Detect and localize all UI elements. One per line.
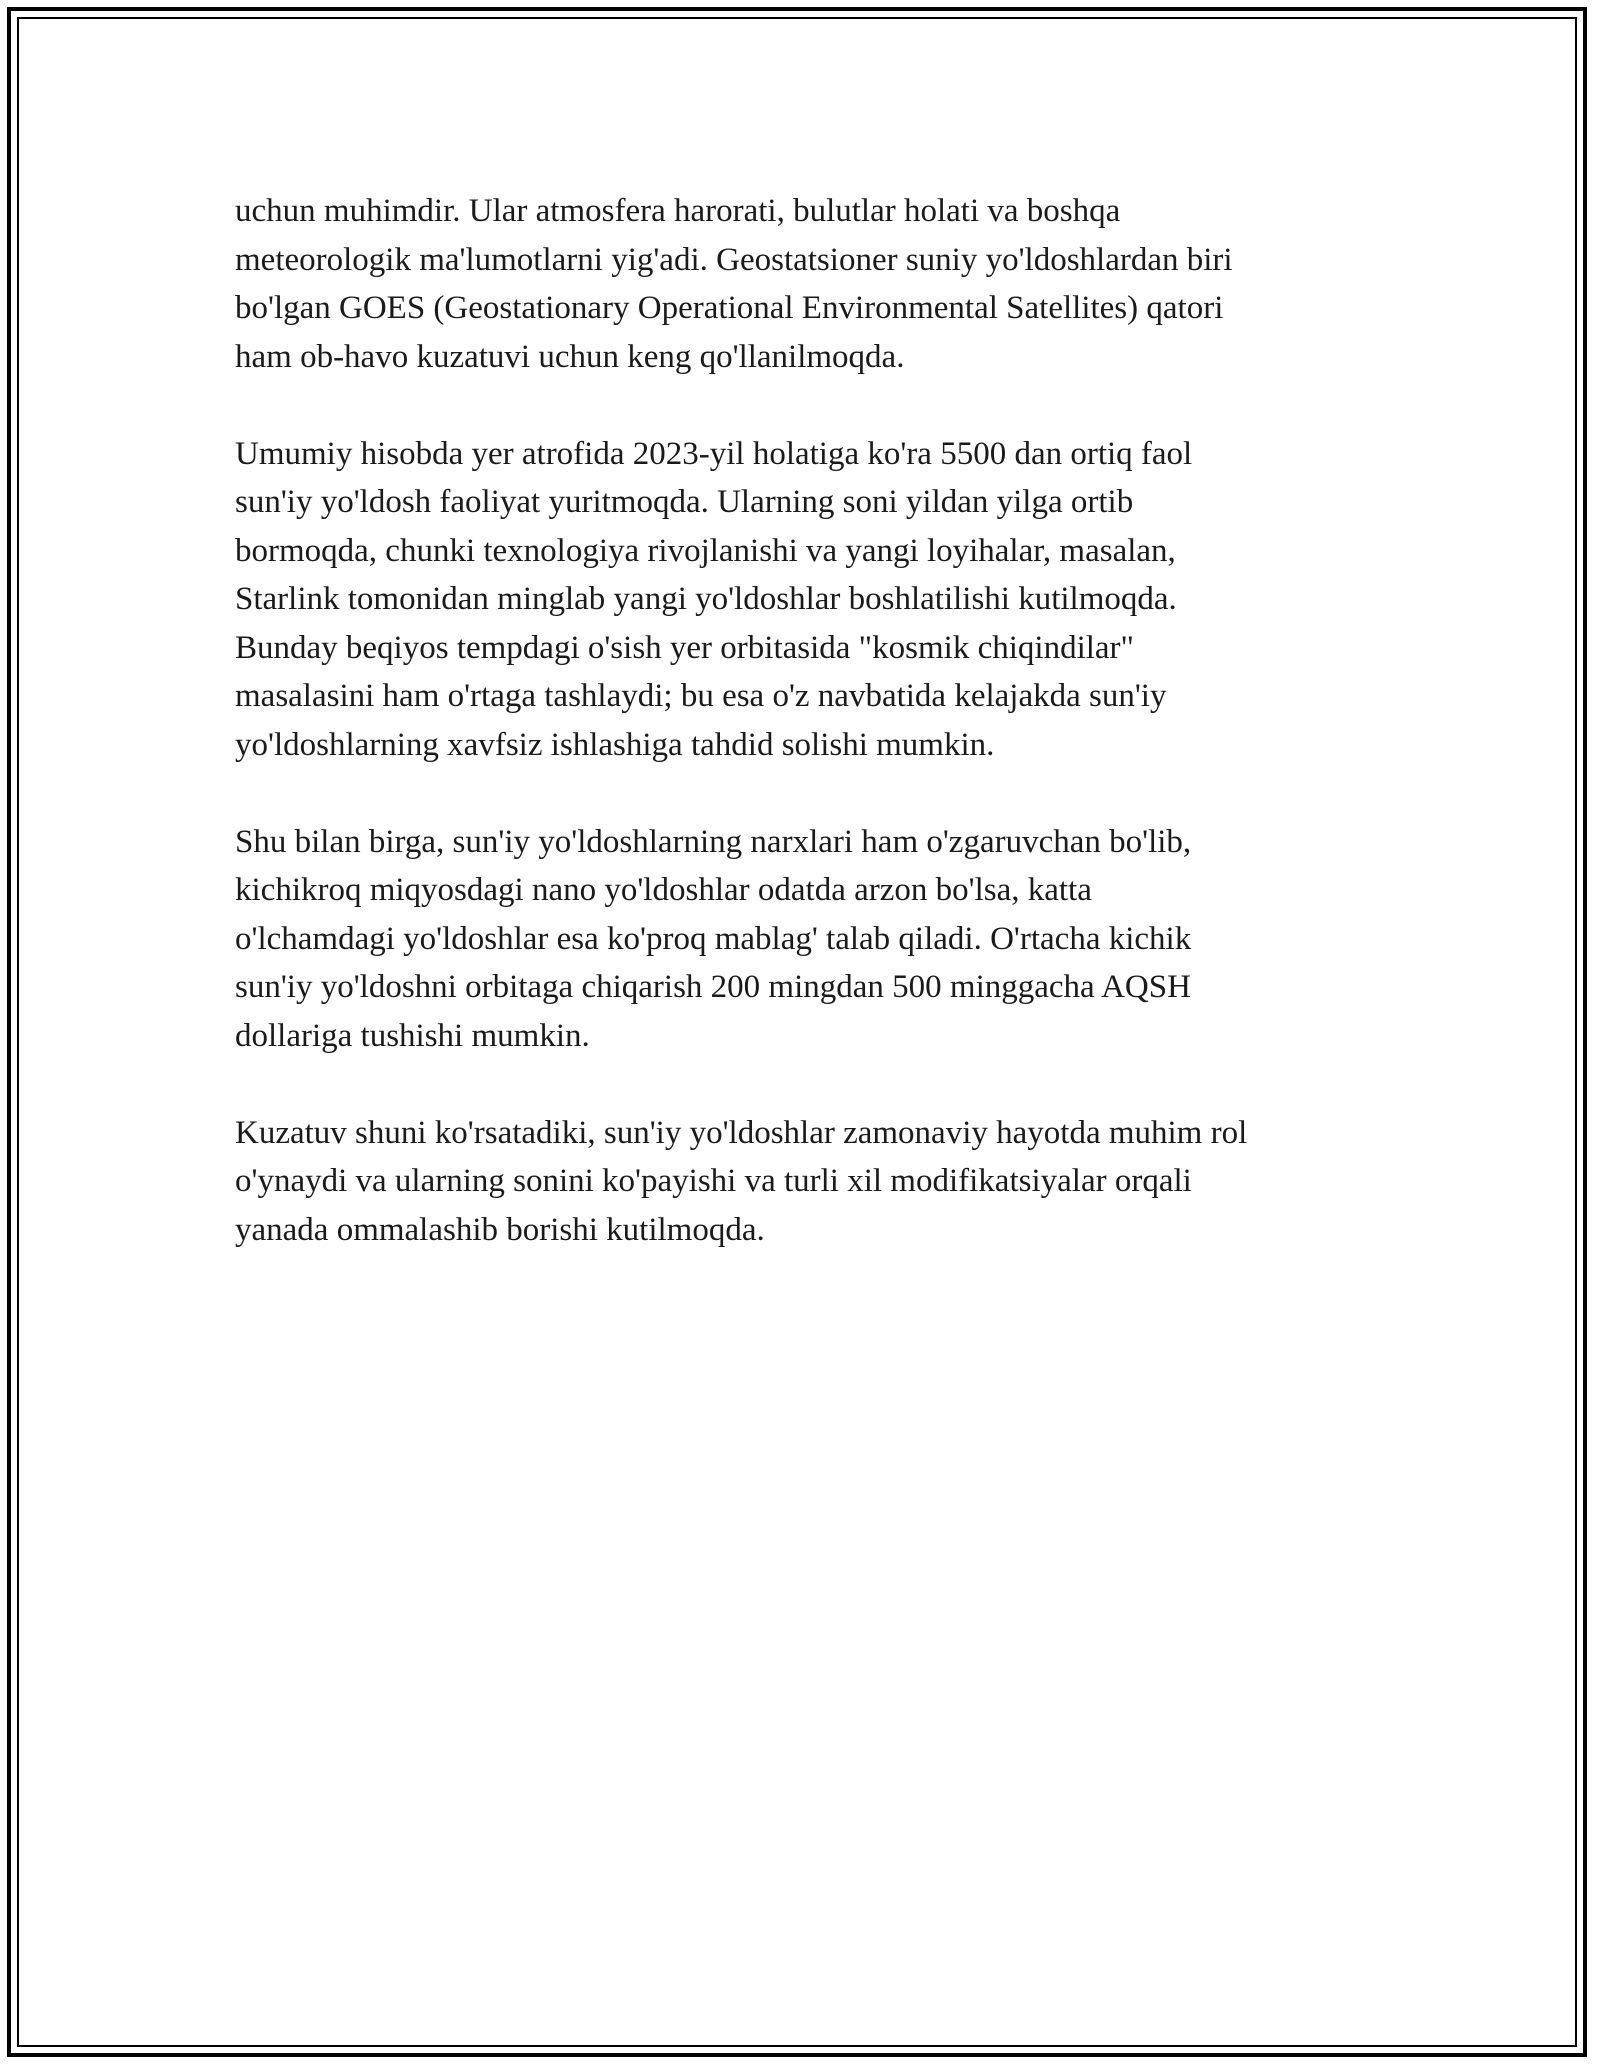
text-line: bo'lgan GOES (Geostationary Operational Environmental Satellites) qatori [235, 290, 1224, 326]
text-line: meteorologik ma'lumotlarni yig'adi. Geostatsioner suniy yo'ldoshlardan biri [235, 241, 1233, 278]
text-line: dollariga tushishi mumkin. [235, 1017, 590, 1054]
text-line: bormoqda, chunki texnologiya rivojlanishi va yangi loyihalar, masalan, [235, 532, 1176, 569]
paragraph-3 [235, 818, 1385, 1061]
text-line: masalasini ham o'rtaga tashlaydi; bu esa o'z navbatida kelajakda sun'iy [235, 678, 1167, 714]
text-line: Starlink tomonidan minglab yangi yo'ldoshlar boshlatilishi kutilmoqda. [235, 581, 1177, 617]
text-line: ham ob-havo kuzatuvi uchun keng qo'llanilmoqda. [235, 338, 905, 375]
text-line: Bunday beqiyos tempdagi o'sish yer orbitasida "kosmik chiqindilar" [235, 629, 1135, 666]
text-line: Kuzatuv shuni ko'rsatadiki, sun'iy yo'ldoshlar zamonaviy hayotda muhim rol [235, 1114, 1248, 1151]
text-line: o'lchamdagi yo'ldoshlar esa ko'proq mablag' talab qiladi. O'rtacha kichik [235, 920, 1192, 957]
text-line: uchun muhimdir. Ular atmosfera harorati, bulutlar holati va boshqa [235, 193, 1121, 229]
text-line: kichikroq miqyosdagi nano yo'ldoshlar odatda arzon bo'lsa, katta [235, 872, 1092, 908]
text-line: yo'ldoshlarning xavfsiz ishlashiga tahdid solishi mumkin. [235, 726, 995, 763]
paragraph-1 [235, 187, 1385, 381]
document-body [235, 187, 1385, 1303]
text-line: yanada ommalashib borishi kutilmoqda. [235, 1211, 765, 1248]
text-line: Umumiy hisobda yer atrofida 2023-yil holatiga ko'ra 5500 dan ortiq faol [235, 435, 1193, 472]
text-line: sun'iy yo'ldosh faoliyat yuritmoqda. Ularning soni yildan yilga ortib [235, 484, 1134, 520]
text-line: sun'iy yo'ldoshni orbitaga chiqarish 200 mingdan 500 minggacha AQSH [235, 969, 1191, 1005]
paragraph-2 [235, 430, 1385, 770]
paragraph-4 [235, 1109, 1385, 1255]
text-line: Shu bilan birga, sun'iy yo'ldoshlarning narxlari ham o'zgaruvchan bo'lib, [235, 823, 1192, 860]
text-line: o'ynaydi va ularning sonini ko'payishi va turli xil modifikatsiyalar orqali [235, 1163, 1192, 1199]
